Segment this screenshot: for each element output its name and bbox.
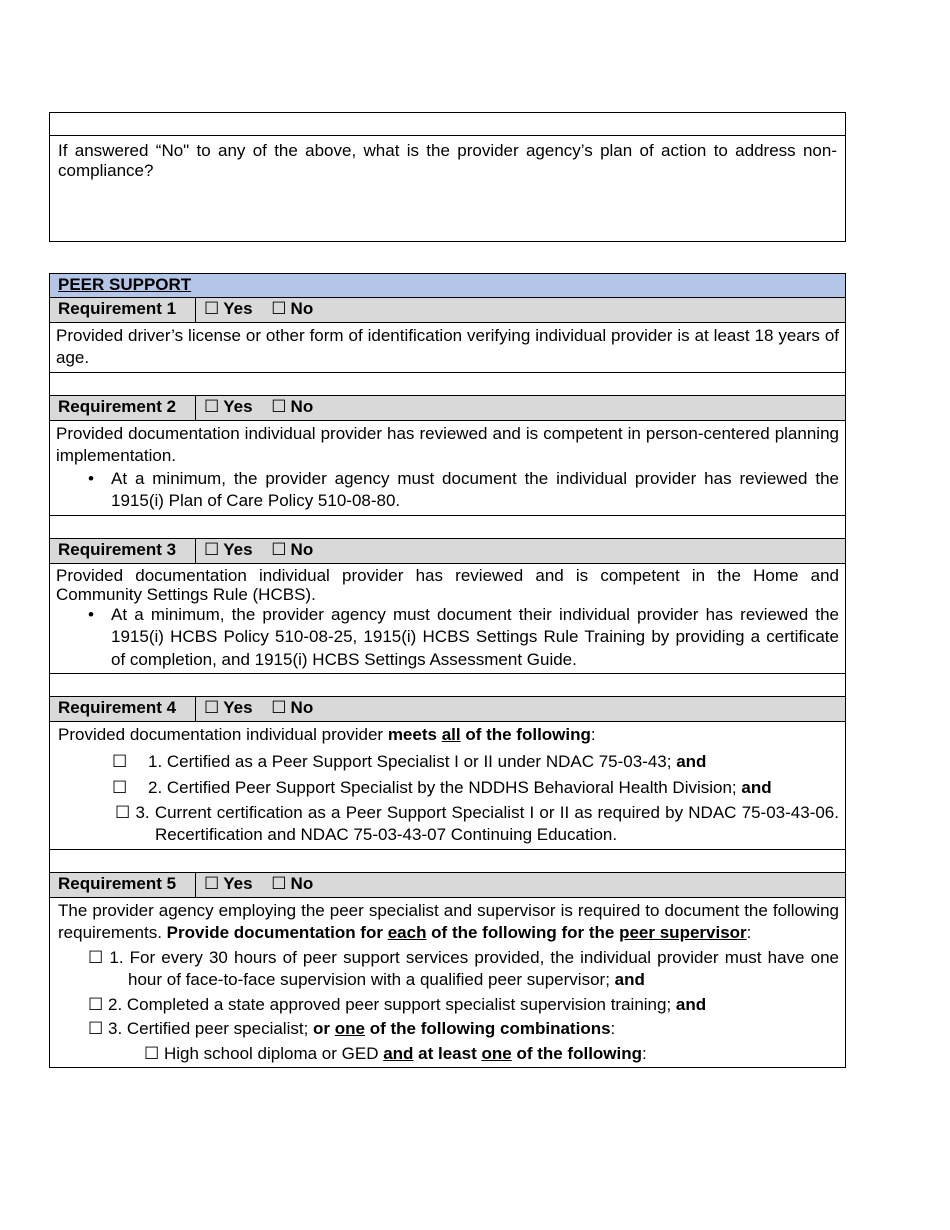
yes-checkbox[interactable]: ☐	[204, 873, 220, 893]
item-underline: one	[334, 1019, 365, 1038]
sub-underline: and	[383, 1043, 414, 1063]
requirement-3-body	[50, 563, 846, 674]
compliance-table	[49, 112, 846, 242]
requirement-2-label: Requirement 2	[50, 395, 196, 420]
requirement-3-label: Requirement 3	[50, 538, 196, 563]
requirement-5-body	[50, 897, 846, 1068]
requirement-1-label: Requirement 1	[50, 297, 196, 322]
item-text: 2. Completed a state approved peer support specialist supervision training;	[107, 994, 676, 1014]
checkbox[interactable]: ☐	[88, 994, 104, 1014]
yes-label[interactable]: Yes	[223, 539, 253, 559]
sub-text: :	[642, 1043, 647, 1063]
intro-bold: meets	[387, 725, 442, 744]
intro-underline: peer supervisor	[619, 923, 747, 942]
requirement-5-label: Requirement 5	[50, 872, 196, 897]
spacer-row	[50, 849, 846, 872]
intro-text: :	[746, 923, 752, 942]
no-checkbox[interactable]: ☐	[271, 539, 287, 559]
section-title: PEER SUPPORT	[50, 274, 846, 298]
requirement-4-options	[196, 697, 846, 722]
spacer-row	[50, 674, 846, 697]
no-checkbox[interactable]: ☐	[271, 396, 287, 416]
yes-label[interactable]: Yes	[223, 873, 253, 893]
intro-text: The provider agency employing the peer specialist and supervisor is required to document the following requirements.	[58, 900, 839, 942]
spacer-row	[50, 372, 846, 395]
intro-text: Provided documentation individual provider	[58, 725, 388, 744]
compliance-blank-row	[50, 113, 846, 136]
checkbox[interactable]: ☐	[88, 1019, 104, 1038]
requirement-5-options	[196, 872, 846, 897]
item-text: 3. Certified peer specialist;	[107, 1019, 314, 1038]
yes-label[interactable]: Yes	[223, 698, 253, 717]
bullet-icon: •	[88, 468, 94, 488]
requirement-4-intro	[58, 724, 839, 747]
item-bold: and	[675, 994, 707, 1014]
item-text: :	[610, 1019, 616, 1038]
item-bold: and	[741, 778, 772, 797]
bullet-icon: •	[88, 604, 94, 624]
intro-text: :	[590, 725, 596, 744]
spacer-row	[50, 515, 846, 538]
requirement-5-intro	[58, 900, 839, 945]
no-checkbox[interactable]: ☐	[271, 298, 287, 318]
no-label[interactable]: No	[290, 873, 314, 893]
checkbox[interactable]: ☐	[115, 802, 131, 822]
checkbox[interactable]: ☐	[112, 751, 128, 771]
requirement-5-item-1	[58, 947, 839, 992]
requirement-5-sub-item	[58, 1043, 839, 1066]
yes-checkbox[interactable]: ☐	[204, 396, 220, 416]
item-bold: or	[313, 1019, 335, 1038]
no-label[interactable]: No	[290, 396, 314, 416]
checkbox[interactable]: ☐	[112, 778, 128, 797]
requirement-3-text: Provided documentation individual provider has reviewed and is competent in the Home and Community Settings Rule (HCBS).	[56, 565, 839, 604]
item-bold: of the following combinations	[365, 1019, 611, 1038]
no-label[interactable]: No	[290, 698, 314, 717]
intro-bold: of the following for the	[426, 923, 620, 942]
yes-checkbox[interactable]: ☐	[204, 298, 220, 318]
item-bold: and	[676, 751, 707, 771]
sub-bold: at least	[413, 1043, 482, 1063]
requirement-4-label: Requirement 4	[50, 697, 196, 722]
intro-bold: Provide documentation for	[166, 923, 388, 942]
yes-label[interactable]: Yes	[223, 396, 253, 416]
requirement-2-options	[196, 395, 846, 420]
item-text: 1. Certified as a Peer Support Specialist I or II under NDAC 75-03-43;	[148, 751, 677, 771]
requirement-3-bullet	[56, 604, 839, 672]
requirement-2-body	[50, 420, 846, 515]
item-text: 3. Current certification as a Peer Support Specialist I or II as required by NDAC 75-03-43-06. Recertification and NDAC 75-03-43-07 Continuing Education.	[135, 802, 839, 844]
item-bold: and	[614, 970, 645, 989]
requirement-4-item-1	[58, 751, 839, 774]
requirement-2-bullet	[56, 468, 839, 513]
sub-text: High school diploma or GED	[163, 1043, 384, 1063]
sub-bold: of the following	[511, 1043, 643, 1063]
item-text: 2. Certified Peer Support Specialist by the NDDHS Behavioral Health Division;	[148, 778, 742, 797]
peer-support-table	[49, 273, 846, 1068]
requirement-1-options	[196, 297, 846, 322]
intro-bold: of the following	[460, 725, 591, 744]
checkbox[interactable]: ☐	[144, 1043, 160, 1063]
bullet-text: At a minimum, the provider agency must document their individual provider has reviewed the 1915(i) HCBS Policy 510-08-25, 1915(i) HCBS Settings Rule Training by providing a certificate of completion, and 1915(i) HCBS Settings Assessment Guide.	[111, 604, 839, 669]
requirement-4-body	[50, 722, 846, 850]
no-label[interactable]: No	[290, 298, 314, 318]
sub-underline: one	[481, 1043, 512, 1063]
no-label[interactable]: No	[290, 539, 314, 559]
no-checkbox[interactable]: ☐	[271, 698, 287, 717]
action-plan-question[interactable]: If answered “No" to any of the above, what is the provider agency’s plan of action to address non-compliance?	[50, 136, 846, 242]
requirement-3-options	[196, 538, 846, 563]
requirement-2-text: Provided documentation individual provider has reviewed and is competent in person-centered planning implementation.	[56, 423, 839, 465]
intro-underline: each	[387, 923, 427, 942]
no-checkbox[interactable]: ☐	[271, 873, 287, 893]
checkbox[interactable]: ☐	[88, 947, 104, 967]
requirement-4-item-3	[58, 802, 839, 847]
intro-underline: all	[441, 725, 461, 744]
requirement-5-item-3	[58, 1018, 839, 1041]
yes-checkbox[interactable]: ☐	[204, 539, 220, 559]
requirement-5-item-2	[58, 994, 839, 1017]
yes-checkbox[interactable]: ☐	[204, 698, 220, 717]
requirement-4-item-2	[58, 777, 839, 800]
item-text: 1. For every 30 hours of peer support services provided, the individual provider must have one hour of face-to-face supervision with a qualified peer supervisor;	[109, 947, 839, 989]
yes-label[interactable]: Yes	[223, 298, 253, 318]
requirement-1-text: Provided driver’s license or other form of identification verifying individual provider is at least 18 years of age.	[50, 322, 846, 372]
bullet-text: At a minimum, the provider agency must document the individual provider has reviewed the 1915(i) Plan of Care Policy 510-08-80.	[111, 468, 839, 510]
